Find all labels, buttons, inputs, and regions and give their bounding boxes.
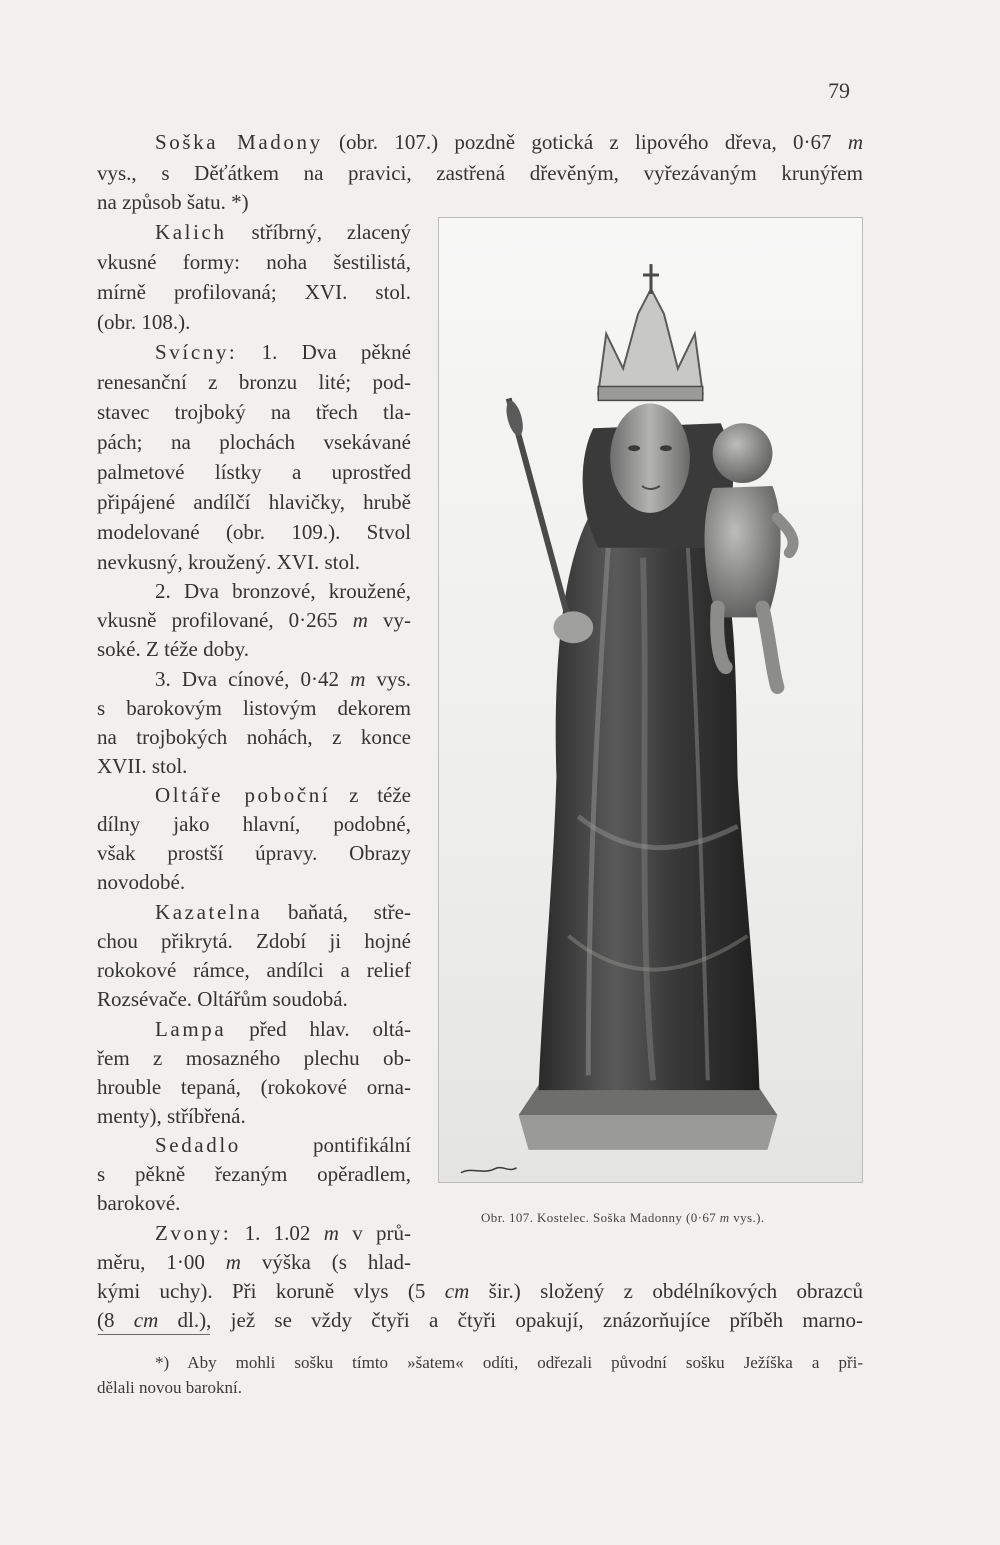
- text-run: kými uchy). Při koruně vlys (5: [97, 1279, 445, 1303]
- unit: m: [225, 1250, 241, 1274]
- text-line: (obr. 108.).: [97, 310, 191, 334]
- text-line: menty), stříbřená.: [97, 1104, 246, 1128]
- text-run: dl.), jež se vždy čtyři a čtyři opakují, znázorňujíce příběh marno-: [158, 1308, 864, 1332]
- unit: cm: [133, 1308, 159, 1332]
- text-run: Obr. 107. Kostelec. Soška Madonny (0·67: [481, 1210, 720, 1225]
- spaced-heading: Zvony:: [155, 1221, 232, 1245]
- text-run: baňatá, stře-: [262, 900, 411, 924]
- text-line: XVII. stol.: [97, 754, 188, 778]
- text-run: před hlav. oltá-: [226, 1017, 411, 1041]
- spaced-heading: Kazatelna: [155, 900, 263, 924]
- text-run: šir.) složený z obdélníkových obrazců: [469, 1279, 863, 1303]
- text-line: rokokové rámce, andílci a relief: [97, 958, 411, 982]
- text-line: [97, 1306, 863, 1334]
- spaced-heading: Lampa: [155, 1017, 227, 1041]
- text-line: [97, 606, 411, 634]
- text-run: 1. 1.02: [231, 1221, 324, 1245]
- text-line: [155, 1131, 411, 1159]
- spaced-heading: Kalich: [155, 220, 227, 244]
- text-run: 3. Dva cínové, 0·42: [155, 667, 351, 691]
- unit: m: [352, 608, 368, 632]
- text-line: mírně profilovaná; XVI. stol.: [97, 280, 411, 304]
- text-line: s barokovým listovým dekorem: [97, 696, 411, 720]
- text-line: stavec trojboký na třech tla-: [97, 400, 411, 424]
- text-run: vys.: [365, 667, 411, 691]
- madonna-statue-image: [439, 218, 862, 1182]
- text-line: připájené andílčí hlavičky, hrubě: [97, 490, 411, 514]
- unit: m: [719, 1210, 730, 1225]
- text-line: dílny jako hlavní, podobné,: [97, 812, 411, 836]
- text-line: renesanční z bronzu lité; pod-: [97, 370, 411, 394]
- text-run: 1. Dva pěkné: [237, 340, 411, 364]
- text-line: 2. Dva bronzové, kroužené,: [155, 579, 411, 603]
- text-run: vys.).: [729, 1210, 765, 1225]
- text-line: však prostší úpravy. Obrazy: [97, 841, 411, 865]
- text-run: měru, 1·00: [97, 1250, 226, 1274]
- text-line: [155, 1219, 411, 1247]
- spaced-heading: Sedadlo: [155, 1133, 241, 1157]
- text-run: vy-: [367, 608, 411, 632]
- text-line: modelované (obr. 109.). Stvol: [97, 520, 411, 544]
- unit: cm: [444, 1279, 470, 1303]
- text-line: [155, 218, 411, 246]
- text-line: [155, 1015, 411, 1043]
- text-line: chou přikrytá. Zdobí ji hojné: [97, 929, 411, 953]
- unit: m: [847, 130, 863, 154]
- footnote-line: dělali novou barokní.: [97, 1378, 242, 1397]
- text-run: (obr. 107.) pozdně gotická z lipového dřeva, 0·67: [322, 130, 848, 154]
- text-run: v prů-: [338, 1221, 411, 1245]
- text-line: [155, 898, 411, 926]
- text-line: [97, 1277, 863, 1305]
- text-run: pontifikální: [240, 1133, 411, 1157]
- page-number: 79: [828, 78, 850, 103]
- text-line: na způsob šatu. *): [97, 190, 249, 214]
- text-line: palmetové lístky a uprostřed: [97, 460, 411, 484]
- text-line: [155, 781, 411, 809]
- text-line: Rozsévače. Oltářům soudobá.: [97, 987, 348, 1011]
- text-run: (8: [97, 1308, 134, 1332]
- text-line: s pěkně řezaným opěradlem,: [97, 1162, 411, 1186]
- text-line: vkusné formy: noha šestilistá,: [97, 250, 411, 274]
- text-run: vkusně profilované, 0·265: [97, 608, 353, 632]
- text-line: nevkusný, kroužený. XVI. stol.: [97, 550, 361, 574]
- text-line: na trojbokých nohách, z konce: [97, 725, 411, 749]
- text-line: soké. Z téže doby.: [97, 637, 250, 661]
- text-line: vys., s Děťátkem na pravici, zastřená dřevěným, vyřezávaným krunýřem: [97, 161, 863, 185]
- text-run: z téže: [330, 783, 411, 807]
- text-line: hrouble tepaná, (rokokové orna-: [97, 1075, 411, 1099]
- text-line: pách; na plochách vsekávané: [97, 430, 411, 454]
- unit: m: [350, 667, 366, 691]
- text-line: [155, 665, 411, 693]
- spaced-heading: Oltáře poboční: [155, 783, 331, 807]
- spaced-heading: Svícny:: [155, 340, 238, 364]
- madonna-photograph: [438, 217, 863, 1183]
- text-run: výška (s hlad-: [240, 1250, 411, 1274]
- unit: m: [323, 1221, 339, 1245]
- figure-caption: [481, 1210, 765, 1226]
- footnote-rule: [98, 1334, 210, 1335]
- text-line: barokové.: [97, 1191, 181, 1215]
- footnote-line: *) Aby mohli sošku tímto »šatem« odíti, odřezali původní sošku Ježíška a při-: [155, 1353, 863, 1372]
- spaced-heading: Soška Madony: [155, 130, 323, 154]
- text-line: [97, 1248, 411, 1276]
- text-line: [155, 338, 411, 366]
- text-run: stříbrný, zlacený: [226, 220, 411, 244]
- text-line: [155, 128, 863, 156]
- text-line: novodobé.: [97, 870, 186, 894]
- text-line: řem z mosazného plechu ob-: [97, 1046, 411, 1070]
